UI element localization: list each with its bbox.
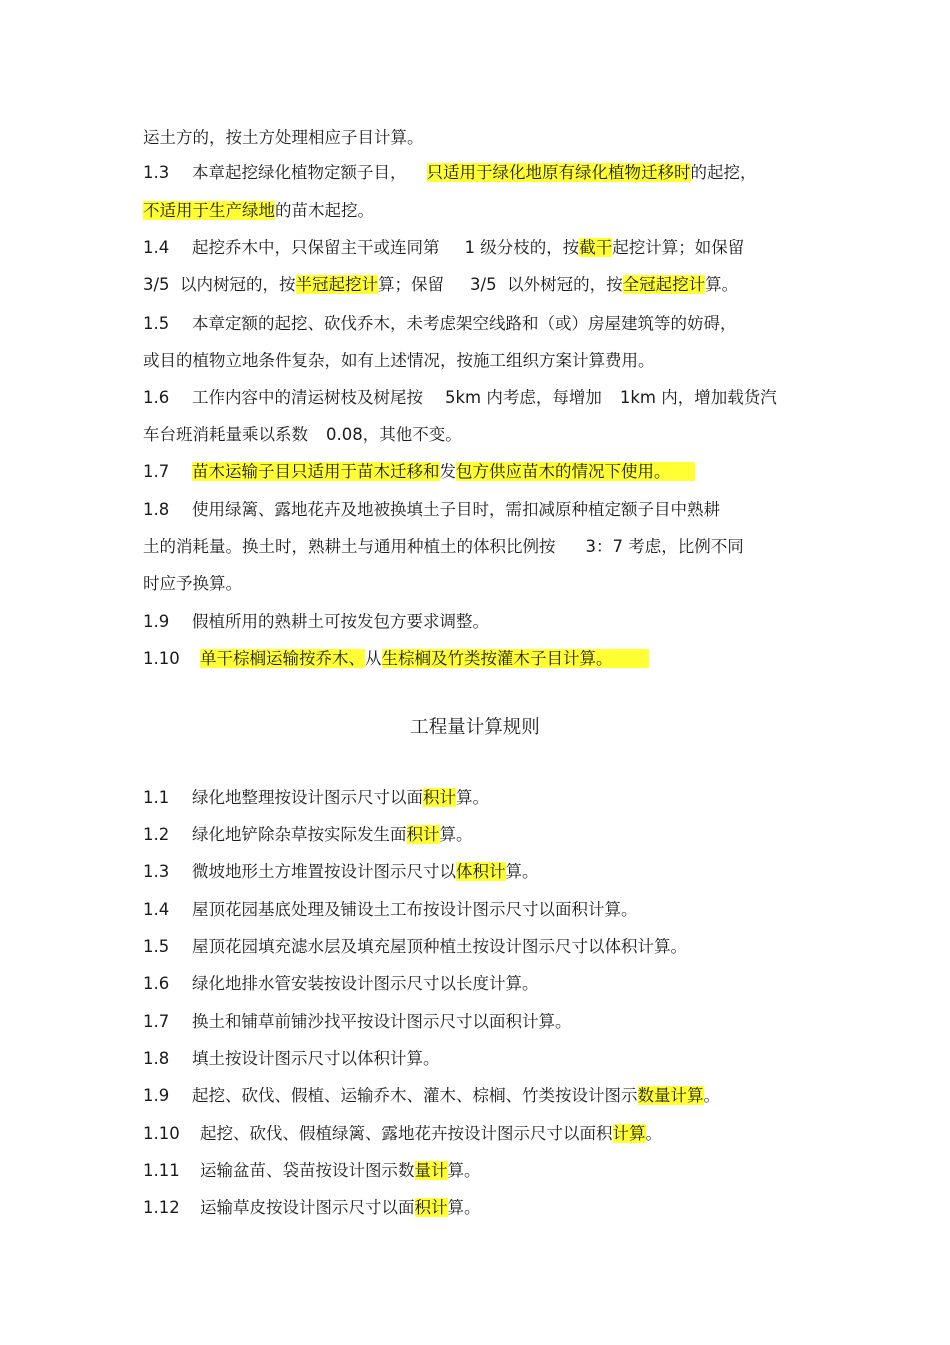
highlight: 积计 [414,1198,448,1217]
text: 3：7 考虑，比例不同 [585,537,744,556]
rule-item [143,1196,481,1220]
item-number: 1.9 [143,1086,170,1105]
highlight: 苗木运输子目只适用于苗木迁移和 [192,462,440,481]
text: 的苗木起挖。 [275,201,374,220]
highlight: 积计 [423,788,456,807]
paragraph-line [143,273,738,297]
text: 3/5 以外树冠的，按 [470,275,623,294]
text: 运土方的，按土方处理相应子目计算。 [143,128,424,147]
item-number: 1.10 [143,1124,180,1143]
item-number: 1.6 [143,388,170,407]
item-number: 1.1 [143,788,170,807]
paragraph-line [143,423,462,447]
rule-1-7 [143,460,695,484]
paragraph-line [143,199,374,223]
rule-item [143,1010,572,1034]
text: 5km 内考虑，每增加 [445,388,602,407]
rule-1-8 [143,498,720,522]
rule-1-10 [143,647,649,671]
highlight: 包方供应苗木的情况下使用。 [456,462,695,481]
rule-1-5 [143,312,737,336]
text: 绿化地排水管安装按设计图示尺寸以长度计算。 [192,974,539,993]
rule-item [143,1084,720,1108]
rule-1-9 [143,610,489,634]
item-number: 1.7 [143,1012,170,1031]
text: 算。 [456,788,489,807]
text: 运输草皮按设计图示尺寸以面 [200,1198,415,1217]
text: 0.08，其他不变。 [326,425,462,444]
paragraph-line [143,126,424,150]
item-number: 1.8 [143,1049,170,1068]
highlight: 体积计 [456,862,506,881]
text: 的起挖， [690,163,757,182]
highlight: 不适用于生产绿地 [143,201,275,220]
text: 算。 [439,825,473,844]
text: 起挖、砍伐、假植绿篱、露地花卉按设计图示尺寸以面积 [200,1124,613,1143]
highlight: 全冠起挖计 [622,275,706,294]
text: 起挖乔木中，只保留主干或连同第 [192,238,440,257]
text: 。 [703,1086,720,1105]
item-number: 1.6 [143,974,170,993]
text: 算。 [447,1161,481,1180]
text: 本章起挖绿化植物定额子目， [192,163,407,182]
item-number: 1.8 [143,500,170,519]
text: 算。 [505,862,539,881]
text: 绿化地铲除杂草按实际发生面 [192,825,407,844]
highlight: 积计 [406,825,440,844]
text: 本章定额的起挖、砍伐乔木，未考虑架空线路和（或）房屋建筑等的妨碍， [192,314,737,333]
rule-1-6 [143,386,777,410]
rule-item [143,860,539,884]
rule-1-4 [143,236,744,260]
item-number: 1.5 [143,314,170,333]
paragraph-line [143,535,744,559]
text: 起 [612,238,629,257]
text: 1 级分枝的，按 [464,238,580,257]
text: 算。 [705,275,739,294]
rule-item [143,823,473,847]
text: 。 [645,1124,662,1143]
highlight: 数量计算 [637,1086,704,1105]
paragraph-line [143,572,242,596]
rule-item [143,1159,481,1183]
rule-item [143,972,539,996]
text: 起挖、砍伐、假植、运输乔木、灌木、棕榈、竹类按设计图示 [192,1086,638,1105]
item-number: 1.12 [143,1198,180,1217]
item-number: 1.3 [143,862,170,881]
item-number: 1.9 [143,612,170,631]
text: 微坡地形土方堆置按设计图示尺寸以 [192,862,456,881]
highlight: 截干 [579,238,613,257]
text: 挖计算；如保留 [628,238,745,257]
text: 或目的植物立地条件复杂，如有上述情况，按施工组织方案计算费用。 [143,351,655,370]
item-number: 1.4 [143,238,170,257]
text: 屋顶花园填充滤水层及填充屋顶种植土按设计图示尺寸以体积计算。 [192,937,687,956]
item-number: 1.10 [143,649,180,668]
rule-item [143,1047,440,1071]
text: 算；保留 [378,275,445,294]
highlight: 量计 [414,1161,448,1180]
highlight: 生棕榈及竹类按灌木子目计算。 [382,649,649,668]
text: 运输盆苗、袋苗按设计图示数 [200,1161,415,1180]
item-number: 1.3 [143,163,170,182]
item-number: 1.2 [143,825,170,844]
text: 工作内容中的清运树枝及树尾按 [192,388,423,407]
text: 填土按设计图示尺寸以体积计算。 [192,1049,440,1068]
highlight: 计算 [612,1124,646,1143]
text: 假植所用的熟耕土可按发包方要求调整。 [192,612,489,631]
paragraph-line [143,349,655,373]
text: 使用绿篱、露地花卉及地被换填土子目时，需扣减原种植定额子目中熟耕 [192,500,720,519]
highlight: 半冠起挖计 [295,275,379,294]
item-number: 1.5 [143,937,170,956]
section-title: 工程量计算规则 [410,717,540,738]
rule-item [143,1122,662,1146]
rule-1-3 [143,161,757,185]
item-number: 1.4 [143,900,170,919]
text: 3/5 以内树冠的，按 [143,275,296,294]
text: 车台班消耗量乘以系数 [143,425,308,444]
text: 绿化地整理按设计图示尺寸以面 [192,788,423,807]
text: 换土和铺草前铺沙找平按设计图示尺寸以面积计算。 [192,1012,572,1031]
text: 土的消耗量。换土时，熟耕土与通用种植土的体积比例按 [143,537,556,556]
highlight: 单干棕榈运输按乔木、 [200,649,365,668]
highlight: 只适用于绿化地原有绿化植物迁移时 [426,163,691,182]
text: 发 [439,462,456,481]
text: 1km 内，增加载货汽 [619,388,777,407]
item-number: 1.7 [143,462,170,481]
rule-item [143,898,638,922]
text: 算。 [447,1198,481,1217]
text: 时应予换算。 [143,574,242,593]
rule-item [143,786,489,810]
text: 屋顶花园基底处理及铺设土工布按设计图示尺寸以面积计算。 [192,900,638,919]
text: 从 [365,649,382,668]
item-number: 1.11 [143,1161,180,1180]
rule-item [143,935,687,959]
